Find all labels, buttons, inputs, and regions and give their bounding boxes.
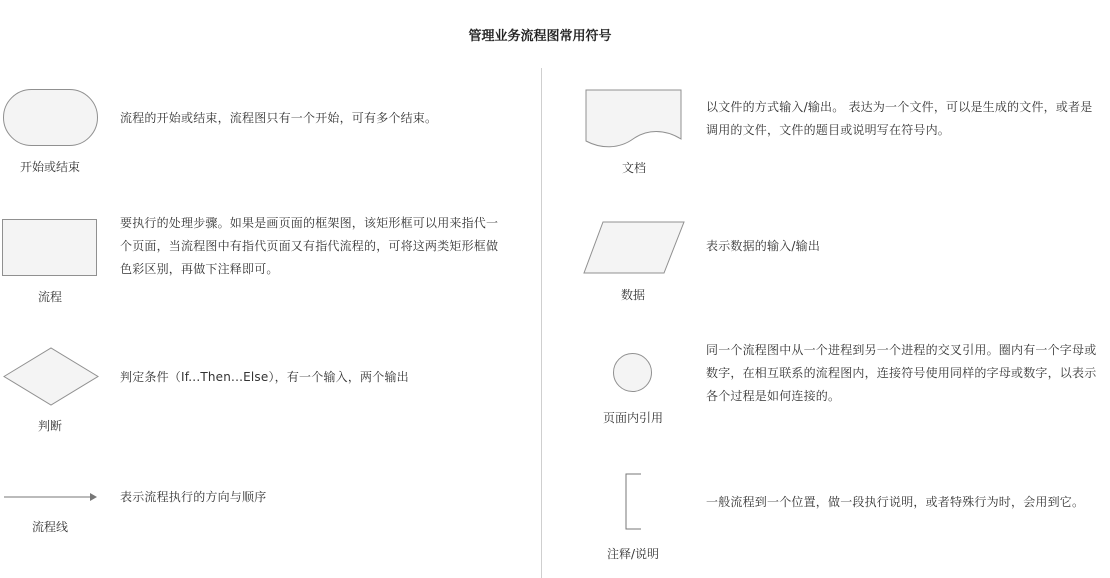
document-shape <box>585 89 683 149</box>
process-description: 要执行的处理步骤。如果是画页面的框架图，该矩形框可以用来指代一个页面，当流程图中有指代页面又有指代流程的，可将这两类矩形框做色彩区别，再做下注释即可。 <box>120 216 499 276</box>
data-io-label: 数据 <box>620 288 646 302</box>
data-io-shape <box>583 221 686 275</box>
decision-label: 判断 <box>37 419 63 433</box>
flowline-arrow-icon <box>3 489 99 505</box>
flowline-description: 表示流程执行的方向与顺序 <box>120 490 267 504</box>
process-shape <box>2 219 98 277</box>
page-title: 管理业务流程图常用符号 <box>468 29 612 44</box>
center-divider <box>541 68 542 578</box>
document-label: 文档 <box>621 161 647 175</box>
annotation-bracket-shape <box>622 473 644 531</box>
flowline-label: 流程线 <box>31 520 69 534</box>
decision-description: 判定条件（If...Then...Else），有一个输入，两个输出 <box>120 370 409 384</box>
connector-label: 页面内引用 <box>602 411 664 425</box>
annotation-label: 注释/说明 <box>606 547 660 561</box>
terminator-description: 流程的开始或结束，流程图只有一个开始，可有多个结束。 <box>120 111 438 125</box>
process-label: 流程 <box>37 290 63 304</box>
terminator-label: 开始或结束 <box>19 160 81 174</box>
connector-shape <box>612 352 654 394</box>
connector-description: 同一个流程图中从一个进程到另一个进程的交叉引用。圈内有一个字母或数字，在相互联系的流程图内，连接符号使用同样的字母或数字，以表示各个过程是如何连接的。 <box>706 343 1097 403</box>
terminator-shape <box>3 89 99 147</box>
data-io-description: 表示数据的输入/输出 <box>706 239 821 253</box>
document-description: 以文件的方式输入/输出。 表达为一个文件，可以是生成的文件，或者是调用的文件，文件的题目或说明写在符号内。 <box>706 100 1093 137</box>
decision-shape <box>3 347 100 407</box>
annotation-description: 一般流程到一个位置，做一段执行说明，或者特殊行为时，会用到它。 <box>706 495 1085 509</box>
